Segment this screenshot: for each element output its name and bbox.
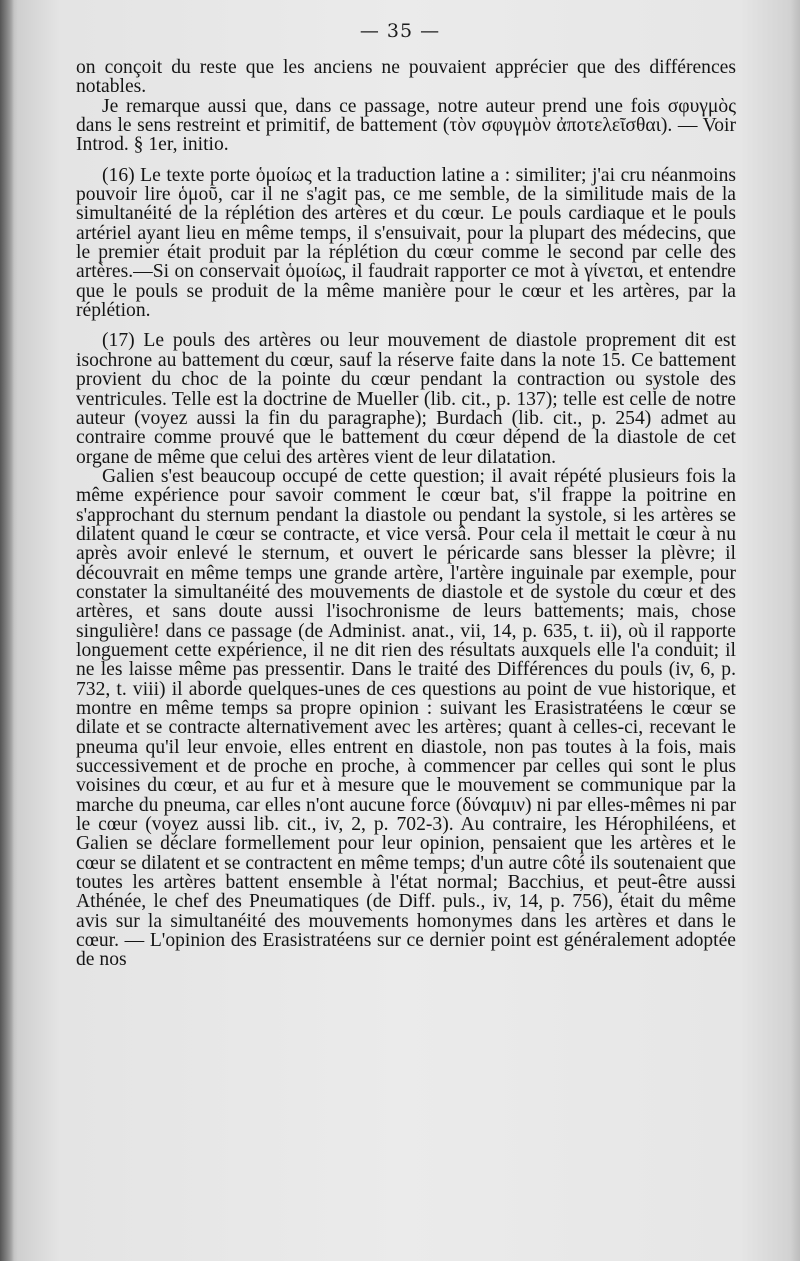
paragraph-galien: Galien s'est beaucoup occupé de cette question; il avait répété plusieurs fois la même expérience pour savoir comment le cœur bat, s'il frappe la poitrine en s'approchant du sternum pendant la diastole ou pendant la systole, si les artères se dilatent quand le cœur se contracte, et vice versâ. Pour cela il mettait le cœur à nu après avoir enlevé le sternum, et ouvert le péricarde sans blesser la plèvre; il découvrait en même temps une grande artère, l'artère inguinale par exemple, pour constater la simultanéité des mouvements de diastole et de systole du cœur et des artères, et sans doute aussi l'isochronisme de leurs battements; mais, chose singulière! dans ce passage (de Administ. anat., vii, 14, p. 635, t. ii), où il rapporte longuement cette expérience, il ne dit rien des résultats auxquels elle l'a conduit; il ne les laisse même pas pressentir. Dans le traité des Différences du pouls (iv, 6, p. 732, t. viii) il aborde quelques-unes de ces questions au point de vue historique, et montre en même temps sa propre opinion : suivant les Erasistratéens le cœur se dilate et se contracte alternativement avec les artères; quant à celles-ci, recevant le pneuma qu'il leur envoie, elles entrent en diastole, non pas toutes à la fois, mais successivement et de proche en proche, à commencer par celles qui sont le plus voisines du cœur, et au fur et à mesure que le mouvement se communique par la marche du pneuma, car elles n'ont aucune force (δύναμιν) ni par elles-mêmes ni par le cœur (voyez aussi lib. cit., iv, 2, p. 702-3). Au contraire, les Hérophiléens, et Galien se déclare formellement pour leur opinion, pensaient que les artères et le cœur se dilatent et se contractent en même temps; d'un autre côté ils soutenaient que toutes les artères battent ensemble à l'état normal; Bacchius, et peut-être aussi Athénée, le chef des Pneumatiques (de Diff. puls., iv, 14, p. 756), était du même avis sur la simultanéité des mouvements homonymes dans les artères et dans le cœur. — L'opinion des Erasistratéens sur ce dernier point est généralement adoptée de nos <box>76 465 736 971</box>
paragraph-continuation: on conçoit du reste que les anciens ne pouvaient apprécier que des différences notables. <box>76 57 736 98</box>
page-number: — 35 — <box>359 20 441 42</box>
paragraph-remark: Je remarque aussi que, dans ce passage, notre auteur prend une fois σφυγμὸς dans le sens restreint et primitif, de battement (τὸν σφυγμὸν ἀποτελεῖσθαι). — Voir Introd. § 1er, initio. <box>76 95 736 156</box>
note-17: (17) Le pouls des artères ou leur mouvement de diastole proprement dit est isochrone au battement du cœur, sauf la réserve faite dans la note 15. Ce battement provient du choc de la pointe du cœur pendant la contraction ou systole des ventricules. Telle est la doctrine de Mueller (lib. cit., p. 137); telle est celle de notre auteur (voyez aussi la fin du paragraphe); Burdach (lib. cit., p. 254) admet au contraire comme prouvé que le battement du cœur dépend de la diastole de cet organe de même que celui des artères vient de leur dilatation. <box>76 330 736 468</box>
binding-shadow <box>0 0 14 1261</box>
note-16: (16) Le texte porte ὁμοίως et la traduction latine a : similiter; j'ai cru néanmoins pouvoir lire ὁμοῦ, car il ne s'agit pas, ce me semble, de la similitude mais de la simultanéité de la réplétion des artères et du cœur. Le pouls cardiaque et le pouls artériel ayant lieu en même temps, il s'ensuivait, pour la plupart des médecins, que le premier était produit par la réplétion du cœur comme le second par celle des artères.—Si on conservait ὁμοίως, il faudrait rapporter ce mot à γίνεται, et entendre que le pouls se produit de la même manière pour le cœur et les artères, par la réplétion. <box>76 164 736 322</box>
page-body <box>76 58 736 970</box>
